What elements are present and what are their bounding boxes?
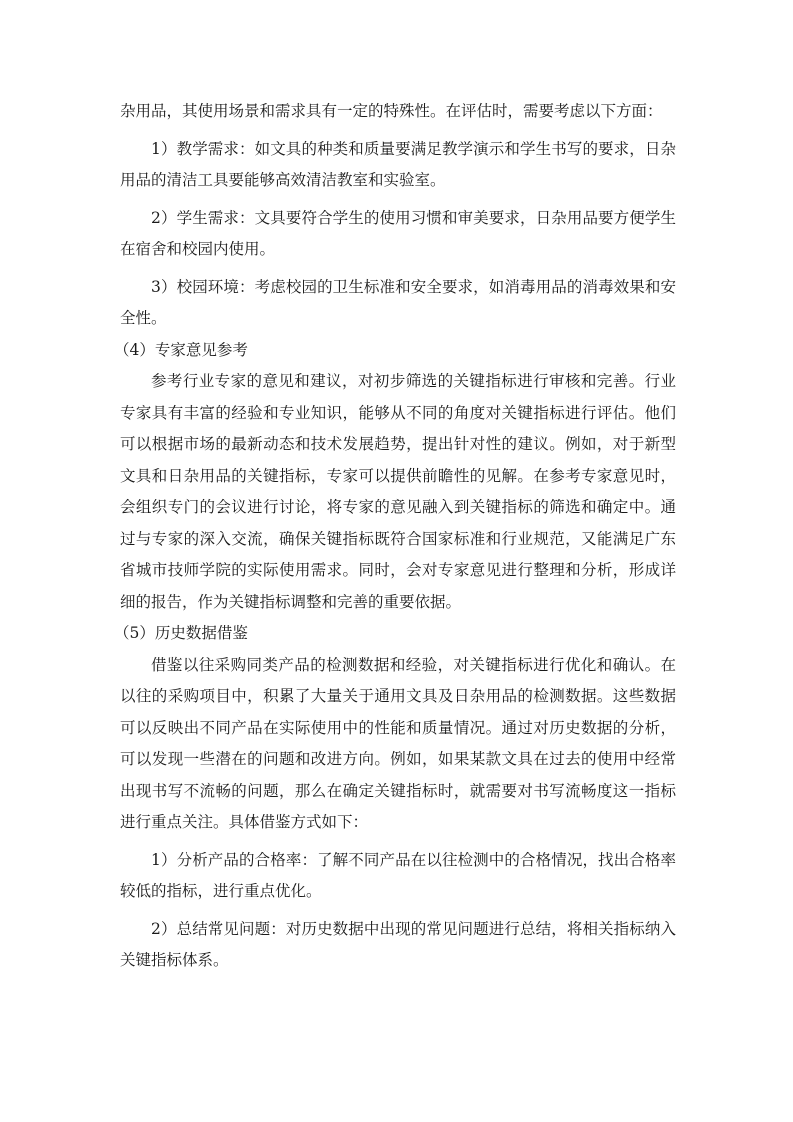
list-item-student-needs: 2）学生需求：文具要符合学生的使用习惯和审美要求，日杂用品要方便学生在宿舍和校园内使用。 [120, 208, 676, 258]
list-item-campus-environment: 3）校园环境：考虑校园的卫生标准和安全要求，如消毒用品的消毒效果和安全性。 [120, 277, 676, 327]
list-item-teaching-needs: 1）教学需求：如文具的种类和质量要满足教学演示和学生书写的要求，日杂用品的清洁工具要能够高效清洁教室和实验室。 [120, 139, 676, 189]
paragraph-continued: 杂用品，其使用场景和需求具有一定的特殊性。在评估时，需要考虑以下方面： [120, 102, 663, 120]
section-heading-historical-data: （5）历史数据借鉴 [114, 624, 248, 642]
list-item-pass-rate: 1）分析产品的合格率：了解不同产品在以往检测中的合格情况，找出合格率较低的指标，进行重点优化。 [120, 850, 676, 900]
section-heading-expert-opinion: （4）专家意见参考 [114, 340, 248, 359]
paragraph-historical-data: 借鉴以往采购同类产品的检测数据和经验，对关键指标进行优化和确认。在以往的采购项目中，积累了大量关于通用文具及日杂用品的检测数据。这些数据可以反映出不同产品在实际使用中的性能和质量情况。通过对历史数据的分析，可以发现一些潜在的问题和改进方向。例如，如果某款文具在过去的使用中经常出现书写不流畅的问题，那么在确定关键指标时，就需要对书写流畅度这一指标进行重点关注。具体借鉴方式如下： [120, 655, 676, 831]
document-body [114, 96, 676, 983]
list-item-common-issues: 2）总结常见问题：对历史数据中出现的常见问题进行总结，将相关指标纳入关键指标体系。 [120, 919, 676, 969]
paragraph-expert-opinion: 参考行业专家的意见和建议，对初步筛选的关键指标进行审核和完善。行业专家具有丰富的经验和专业知识，能够从不同的角度对关键指标进行评估。他们可以根据市场的最新动态和技术发展趋势，提出针对性的建议。例如，对于新型文具和日杂用品的关键指标，专家可以提供前瞻性的见解。在参考专家意见时，会组织专门的会议进行讨论，将专家的意见融入到关键指标的筛选和确定中。通过与专家的深入交流，确保关键指标既符合国家标准和行业规范，又能满足广东省城市技师学院的实际使用需求。同时，会对专家意见进行整理和分析，形成详细的报告，作为关键指标调整和完善的重要依据。 [120, 372, 676, 611]
